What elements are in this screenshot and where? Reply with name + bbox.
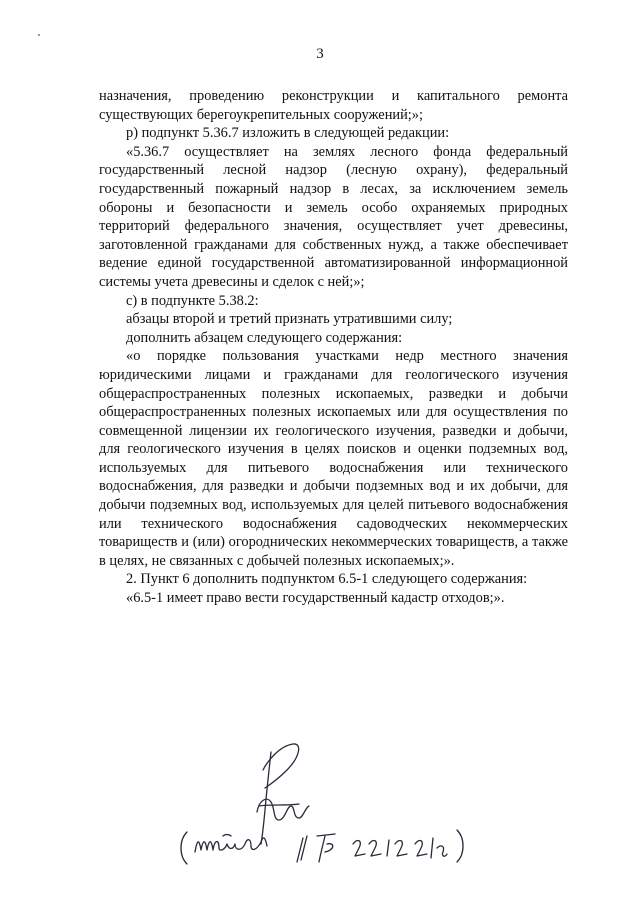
note-date	[353, 841, 365, 856]
page-number: 3	[316, 46, 324, 62]
paragraph-2: р) подпункт 5.36.7 изложить в следующей редакции:	[126, 125, 450, 142]
note-bracket	[181, 832, 187, 864]
note-date	[431, 838, 433, 858]
note-initials	[317, 834, 335, 836]
note-initials	[319, 836, 325, 862]
note-initials	[301, 836, 307, 860]
paragraph-8: 2. Пункт 6 дополнить подпунктом 6.5-1 следующего содержания:	[126, 571, 528, 588]
note-initials	[325, 844, 333, 852]
paragraph-6: дополнить абзацем следующего содержания:	[126, 329, 403, 346]
note-date	[395, 841, 407, 856]
note-bracket	[457, 830, 463, 862]
paragraph-7: «о порядке пользования участками недр местного значения юридическими лицами и гражданами для геологического изучения общераспространенных полезных ископаемых, разведки и добычи общераспространенных полезных ископаемых или для осуществления по совмещенной лицензии их геологического изучения, разведки и добычи, для геологического изучения в целях поисков и оценки подземных вод, используемых для питьевого водоснабжения или технического водоснабжения, для разведки и добычи подземных вод и их добычи, для добычи подземных вод, используемых для целей питьевого водоснабжения или технического водоснабжения садоводческих некоммерческих товариществ и (или) огороднических некоммерческих товариществ, а также в целях, не связанных с добычей полезных ископаемых;».	[99, 348, 568, 569]
paragraph-4: с) в подпункте 5.38.2:	[126, 292, 259, 309]
handwritten-signature	[175, 740, 475, 880]
note-date	[415, 841, 427, 856]
paragraph-1: назначения, проведению реконструкции и капитального ремонта существующих берегоукрепительных сооружений;»;	[99, 88, 568, 123]
scan-dot	[38, 34, 40, 36]
paragraph-3: «5.36.7 осуществляет на землях лесного фонда федеральный государственный лесной надзор (лесную охрану), федеральный государственный пожарный надзор в лесах, за исключением земель обороны и безопасности и земель особо охраняемых природных территорий федерального значения, осуществляет учет древесины, заготовленной гражданами для собственных нужд, а также обеспечивает ведение единой государственной автоматизированной информационной системы учета древесины и сделок с ней;»;	[99, 143, 568, 290]
note-date	[437, 846, 447, 856]
note-word	[223, 835, 231, 837]
document-body	[99, 87, 568, 608]
paragraph-5: абзацы второй и третий признать утратившими силу;	[126, 311, 453, 328]
paragraph-9: «6.5-1 имеет право вести государственный кадастр отходов;».	[126, 590, 505, 607]
note-word	[195, 838, 267, 852]
note-date	[369, 841, 381, 856]
note-date	[387, 840, 389, 856]
note-initials	[297, 838, 303, 862]
